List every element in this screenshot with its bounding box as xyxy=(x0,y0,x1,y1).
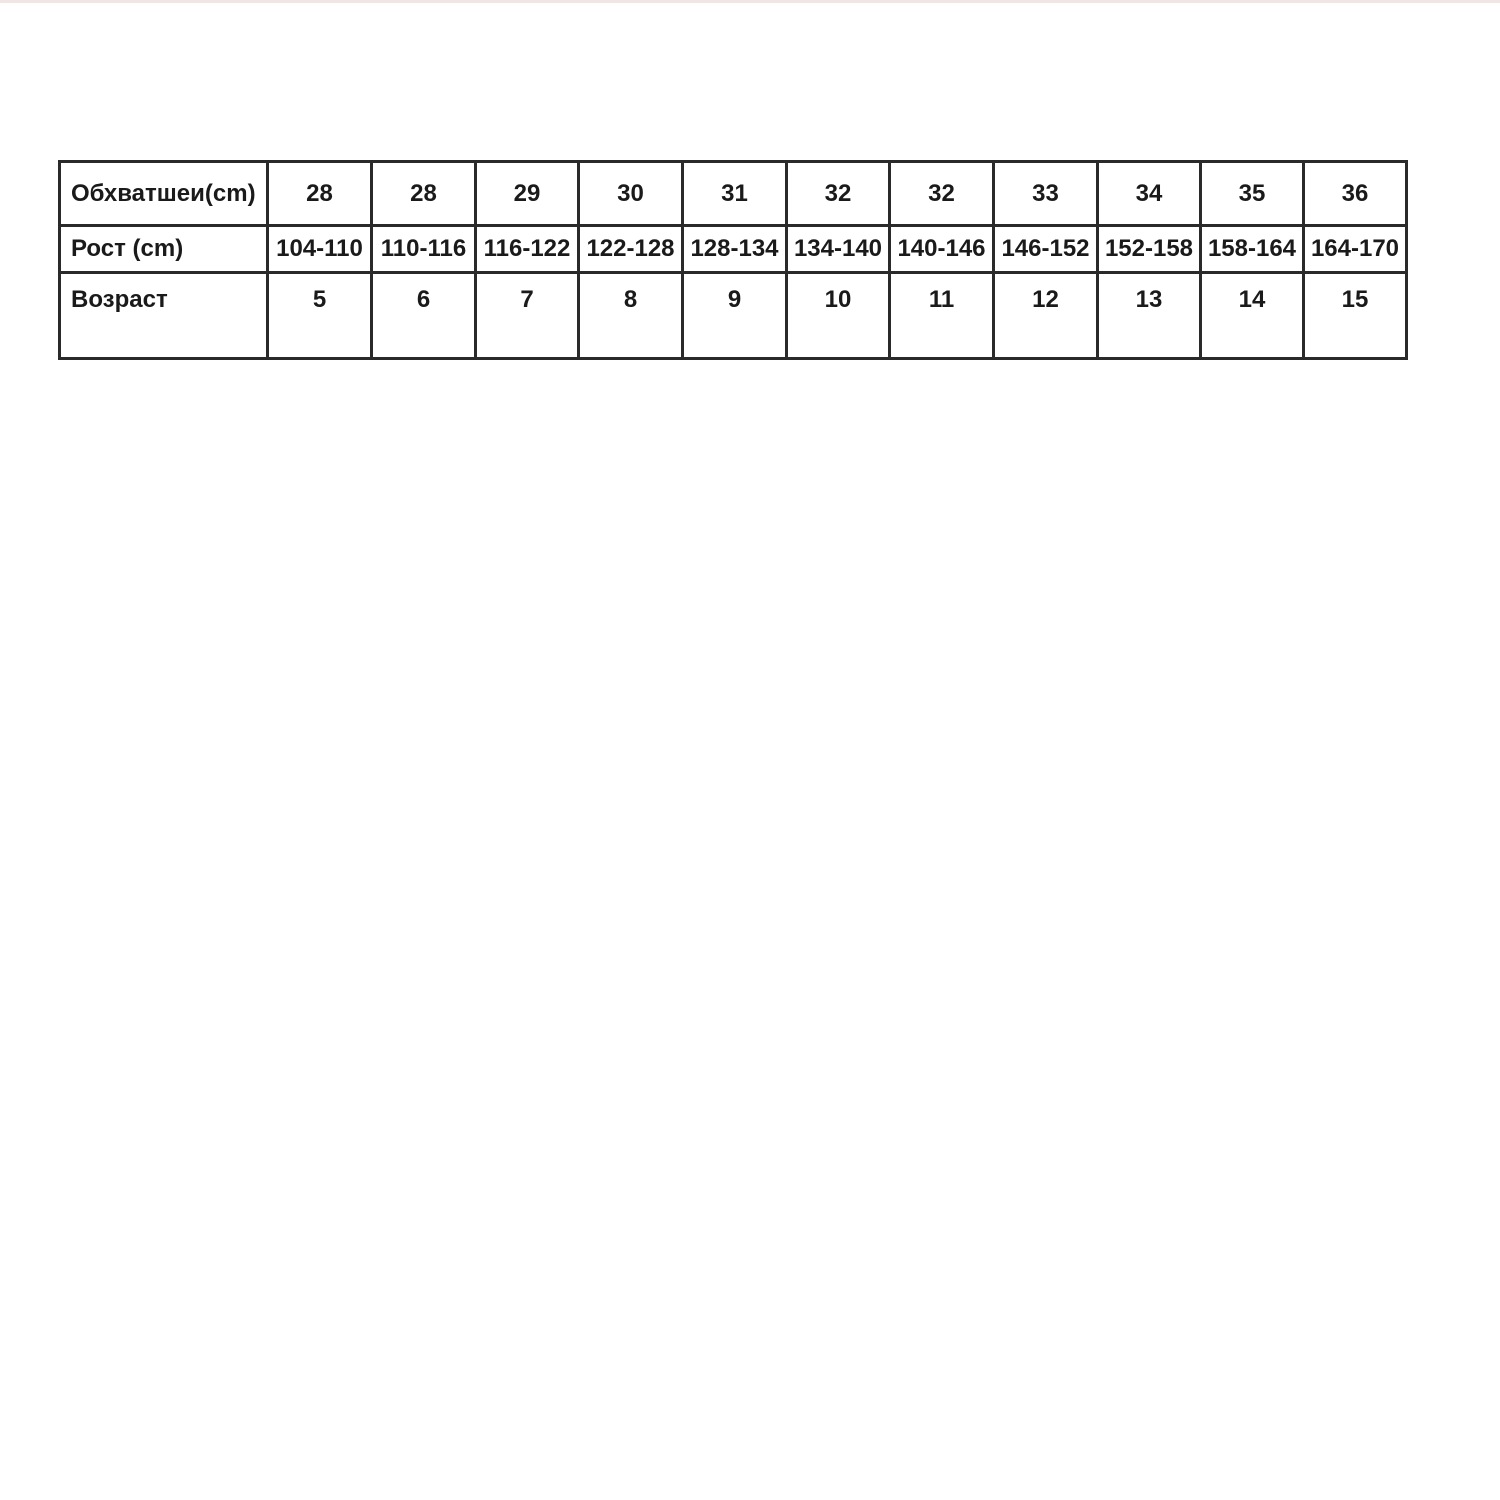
table-cell-height: 128-134 xyxy=(683,226,787,273)
table-cell-neck: 32 xyxy=(890,162,994,226)
table-cell-age: 5 xyxy=(268,273,372,359)
table-cell-height: 158-164 xyxy=(1201,226,1304,273)
table-cell-age: 15 xyxy=(1304,273,1407,359)
table-cell-height: 122-128 xyxy=(579,226,683,273)
table-cell-age: 9 xyxy=(683,273,787,359)
table-cell-neck: 30 xyxy=(579,162,683,226)
top-border-line xyxy=(0,0,1500,3)
table-cell-age: 14 xyxy=(1201,273,1304,359)
table-cell-height: 140-146 xyxy=(890,226,994,273)
table-cell-height: 104-110 xyxy=(268,226,372,273)
table-cell-age: 13 xyxy=(1098,273,1201,359)
table-row-height xyxy=(60,226,1407,273)
table-cell-neck: 28 xyxy=(372,162,476,226)
table-cell-neck: 33 xyxy=(994,162,1098,226)
table-cell-height: 152-158 xyxy=(1098,226,1201,273)
table-cell-neck: 32 xyxy=(787,162,890,226)
table-cell-age: 6 xyxy=(372,273,476,359)
table-cell-height: 116-122 xyxy=(476,226,579,273)
table-cell-neck: 34 xyxy=(1098,162,1201,226)
table-cell-height: 164-170 xyxy=(1304,226,1407,273)
table-cell-age: 12 xyxy=(994,273,1098,359)
table-cell-neck: 35 xyxy=(1201,162,1304,226)
row-label-height: Рост (cm) xyxy=(60,226,268,273)
table-cell-height: 146-152 xyxy=(994,226,1098,273)
table-row-neck xyxy=(60,162,1407,226)
table-cell-age: 8 xyxy=(579,273,683,359)
table-cell-age: 7 xyxy=(476,273,579,359)
table-cell-neck: 29 xyxy=(476,162,579,226)
row-label-neck: Обхватшеи(cm) xyxy=(60,162,268,226)
table-cell-age: 10 xyxy=(787,273,890,359)
row-label-age: Возраст xyxy=(60,273,268,359)
table-cell-neck: 36 xyxy=(1304,162,1407,226)
size-chart-table xyxy=(58,160,1408,360)
table-cell-height: 134-140 xyxy=(787,226,890,273)
table-cell-height: 110-116 xyxy=(372,226,476,273)
table-cell-age: 11 xyxy=(890,273,994,359)
table-cell-neck: 31 xyxy=(683,162,787,226)
table-row-age xyxy=(60,273,1407,359)
table-cell-neck: 28 xyxy=(268,162,372,226)
